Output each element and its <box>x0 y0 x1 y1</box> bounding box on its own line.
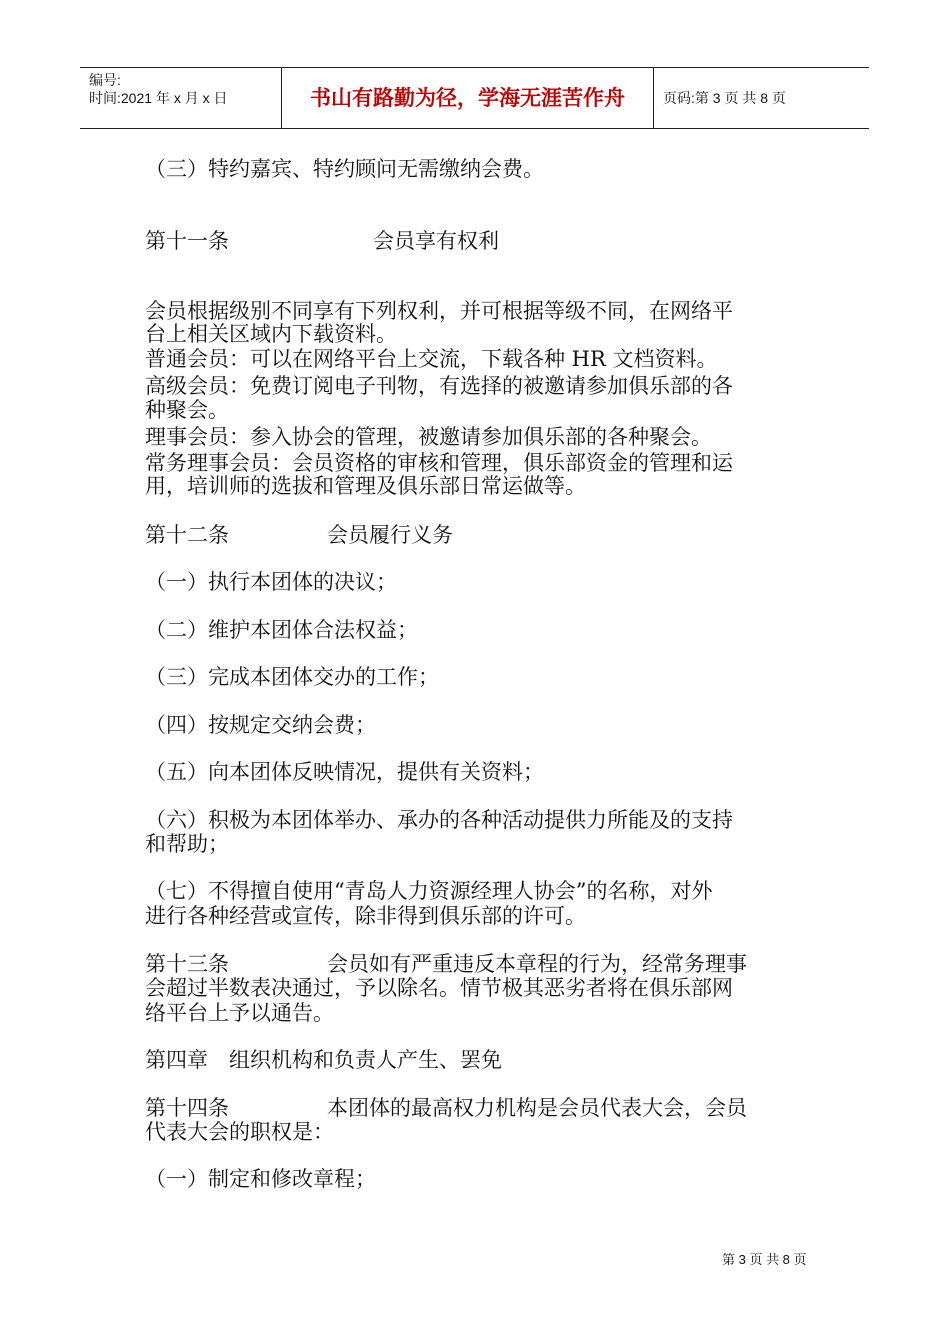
paragraph-line: 代表大会的职权是： <box>145 1120 334 1144</box>
article-heading <box>145 229 499 254</box>
article-number: 第十三条 <box>145 952 229 976</box>
paragraph: （三）特约嘉宾、特约顾问无需缴纳会费。 <box>145 157 544 181</box>
paragraph-line: 络平台上予以通告。 <box>145 1001 334 1025</box>
paragraph-line: 台上相关区域内下载资料。 <box>145 322 397 346</box>
list-item-continuation: 进行各种经营或宣传，除非得到俱乐部的许可。 <box>145 904 586 928</box>
article-heading <box>145 523 453 548</box>
article-heading <box>145 1096 747 1121</box>
list-item: （一）制定和修改章程； <box>145 1167 376 1191</box>
chapter-heading: 第四章 组织机构和负责人产生、罢免 <box>145 1048 502 1072</box>
article-text: 会员如有严重违反本章程的行为，经常务理事 <box>327 952 747 976</box>
paragraph-line: 普通会员：可以在网络平台上交流，下载各种 HR 文档资料。 <box>145 347 718 371</box>
paragraph-line: 用，培训师的选拔和管理及俱乐部日常运做等。 <box>145 474 586 498</box>
document-time-label: 时间:2021 年 x 月 x 日 <box>89 90 228 106</box>
header-page-info: 页码:第 3 页 共 8 页 <box>663 90 786 106</box>
page-header <box>80 67 869 129</box>
list-item: （三）完成本团体交办的工作； <box>145 665 439 689</box>
article-heading <box>145 952 747 977</box>
list-item: （七）不得擅自使用“青岛人力资源经理人协会”的名称，对外 <box>145 879 713 903</box>
list-item: （二）维护本团体合法权益； <box>145 618 418 642</box>
article-text: 本团体的最高权力机构是会员代表大会，会员 <box>327 1096 747 1120</box>
paragraph-line: 常务理事会员：会员资格的审核和管理，俱乐部资金的管理和运 <box>145 451 733 475</box>
article-title: 会员享有权利 <box>373 229 499 253</box>
paragraph-line: 会员根据级别不同享有下列权利，并可根据等级不同，在网络平 <box>145 299 733 323</box>
article-number: 第十四条 <box>145 1096 229 1120</box>
paragraph-line: 种聚会。 <box>145 398 229 422</box>
list-item: （六）积极为本团体举办、承办的各种活动提供力所能及的支持 <box>145 808 733 832</box>
list-item: （一）执行本团体的决议； <box>145 570 397 594</box>
paragraph-line: 理事会员：参入协会的管理，被邀请参加俱乐部的各种聚会。 <box>145 425 712 449</box>
article-title: 会员履行义务 <box>327 523 453 547</box>
paragraph-line: 会超过半数表决通过，予以除名。情节极其恶劣者将在俱乐部网 <box>145 976 733 1000</box>
page-footer: 第 3 页 共 8 页 <box>722 1252 807 1267</box>
header-motto: 书山有路勤为径，学海无涯苦作舟 <box>282 68 654 128</box>
list-item-continuation: 和帮助； <box>145 832 229 856</box>
article-number: 第十一条 <box>145 229 229 253</box>
list-item: （四）按规定交纳会费； <box>145 713 376 737</box>
header-meta-cell <box>80 68 282 128</box>
paragraph-line: 高级会员：免费订阅电子刊物，有选择的被邀请参加俱乐部的各 <box>145 374 733 398</box>
list-item: （五）向本团体反映情况，提供有关资料； <box>145 760 544 784</box>
article-number: 第十二条 <box>145 523 229 547</box>
document-number-label: 编号: <box>89 72 121 88</box>
